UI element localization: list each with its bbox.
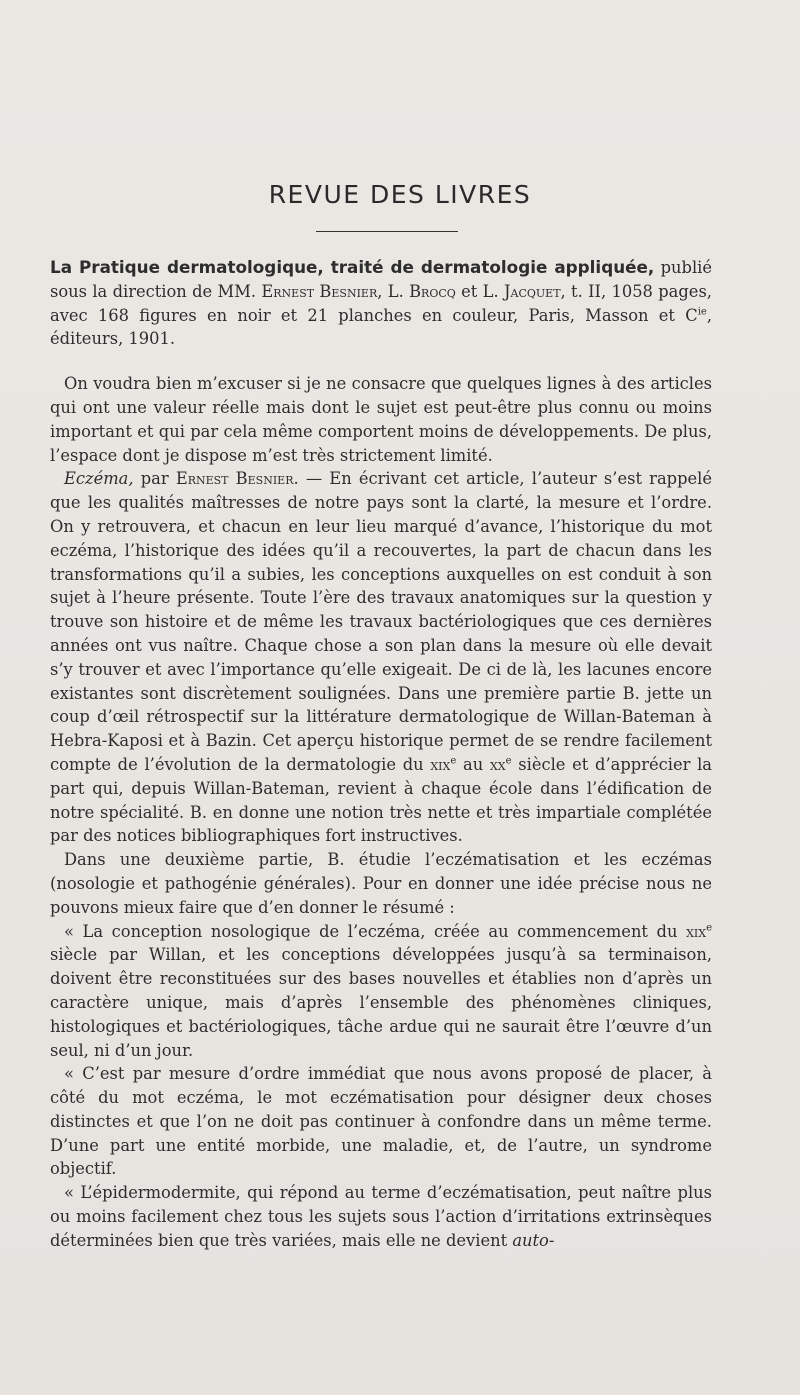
- title-divider: [316, 231, 458, 232]
- paragraph-text: « La conception nosologique de l’eczéma, créée au commencement du: [64, 921, 687, 941]
- author-name: Ernest Besnier: [261, 281, 378, 301]
- book-title: La Pratique dermatologique, traité de dermatologie appliquée,: [50, 257, 655, 277]
- paragraph-second-part: Dans une deuxième partie, B. étudie l’eczématisation et les eczémas (nosologie et pathogénie générales). Pour en donner une idée précise nous ne pouvons mieux faire que d’en donner le résumé :: [50, 850, 712, 917]
- superscript: e: [450, 755, 457, 767]
- paragraph-text: au: [456, 754, 490, 774]
- century-numeral: xx: [489, 754, 506, 774]
- italic-word: auto-: [512, 1230, 555, 1250]
- paragraph-quote-3: [50, 1181, 712, 1252]
- author-name: Jacquet: [503, 281, 561, 301]
- paragraph-text: . — En écrivant cet article, l’auteur s’est rappelé que les qualités maîtresses de notre pays sont la clarté, la mesure et l’ordre. On y retrouvera, et chacun en leur lieu marqué d’avance, l’historique du mot eczéma, l’historique des idées qu’il a recouvertes, la part de chacun dans les transformations qu’il a subies, les conceptions auxquelles on est conduit à son sujet à l’heure présente. Toute l’ère des travaux anatomiques sur la question y trouve son histoire et de même les travaux bactériologiques que ces dernières années ont vus naître. Chaque chose a son plan dans la mesure où elle devait s’y trouver et avec l’importance qu’elle exigeait. De ci de là, les lacunes encore existantes sont discrètement soulignées. Dans une première partie B. jette un coup d’œil rétrospectif sur la littérature dermatologique de Willan-Bateman à Hebra-Kaposi et à Bazin. Cet aperçu historique permet de se rendre facilement compte de l’évolution de la dermatologie du: [50, 469, 712, 774]
- book-citation: [50, 256, 712, 351]
- paragraph-quote-2: « C’est par mesure d’ordre immédiat que nous avons proposé de placer, à côté du mot eczéma, le mot eczématisation pour désigner deux choses distinctes et que l’on ne doit pas continuer à confondre dans un même terme. D’une part une entité morbide, une maladie, et, de l’autre, un syndrome objectif.: [50, 1064, 712, 1179]
- paragraph-text: siècle et d’apprécier la part qui, depuis Willan-Bateman, revient à chaque école dans l’édification de notre spécialité. B. en donne une notion très nette et très impartiale complétée par des notices bibliographiques fort instructives.: [50, 754, 713, 846]
- paragraph-intro: On voudra bien m’excuser si je ne consacre que quelques lignes à des articles qui ont une valeur réelle mais dont le sujet est peut-être plus connu ou moins important et qui par cela même comportent moins de développements. De plus, l’espace dont je dispose m’est très strictement limité.: [50, 374, 712, 465]
- paragraph-text: siècle par Willan, et les conceptions développées jusqu’à sa terminaison, doivent être reconstituées sur des bases nouvelles et établies non d’après un caractère unique, mais d’après l’ensemble des phénomènes cliniques, histologiques et bactériologiques, tâche ardue qui ne saurait être l’œuvre d’un seul, ni d’un jour.: [50, 945, 712, 1060]
- citation-text: , t. II, 1058 pages, avec 168 figures en noir et 21 planches en couleur, Paris, Masson et C: [50, 281, 712, 325]
- citation-text: et L.: [455, 281, 504, 301]
- author-name: Brocq: [409, 281, 456, 301]
- superscript: e: [706, 922, 712, 934]
- article-body: [50, 256, 712, 1253]
- citation-text: , éditeurs, 1901.: [50, 305, 712, 349]
- section-title: REVUE DES LIVRES: [268, 180, 532, 209]
- article-title: Eczéma,: [64, 469, 134, 489]
- paragraph-eczema: [50, 467, 712, 848]
- century-numeral: xix: [686, 921, 707, 941]
- citation-text: publié sous la direction de MM.: [50, 258, 712, 301]
- superscript: ie: [697, 306, 707, 318]
- paragraph-quote-1: [50, 920, 712, 1063]
- author-name: Ernest Besnier: [175, 469, 294, 489]
- century-numeral: xix: [430, 754, 451, 774]
- superscript: e: [505, 755, 512, 767]
- paragraph-text: « L’épidermodermite, qui répond au terme d’eczématisation, peut naître plus ou moins facilement chez tous les sujets sous l’action d’irritations extrinsèques déterminées bien que très variées, mais elle ne devient: [50, 1183, 712, 1250]
- citation-text: , L.: [377, 281, 410, 301]
- paragraph-text: par: [133, 469, 176, 489]
